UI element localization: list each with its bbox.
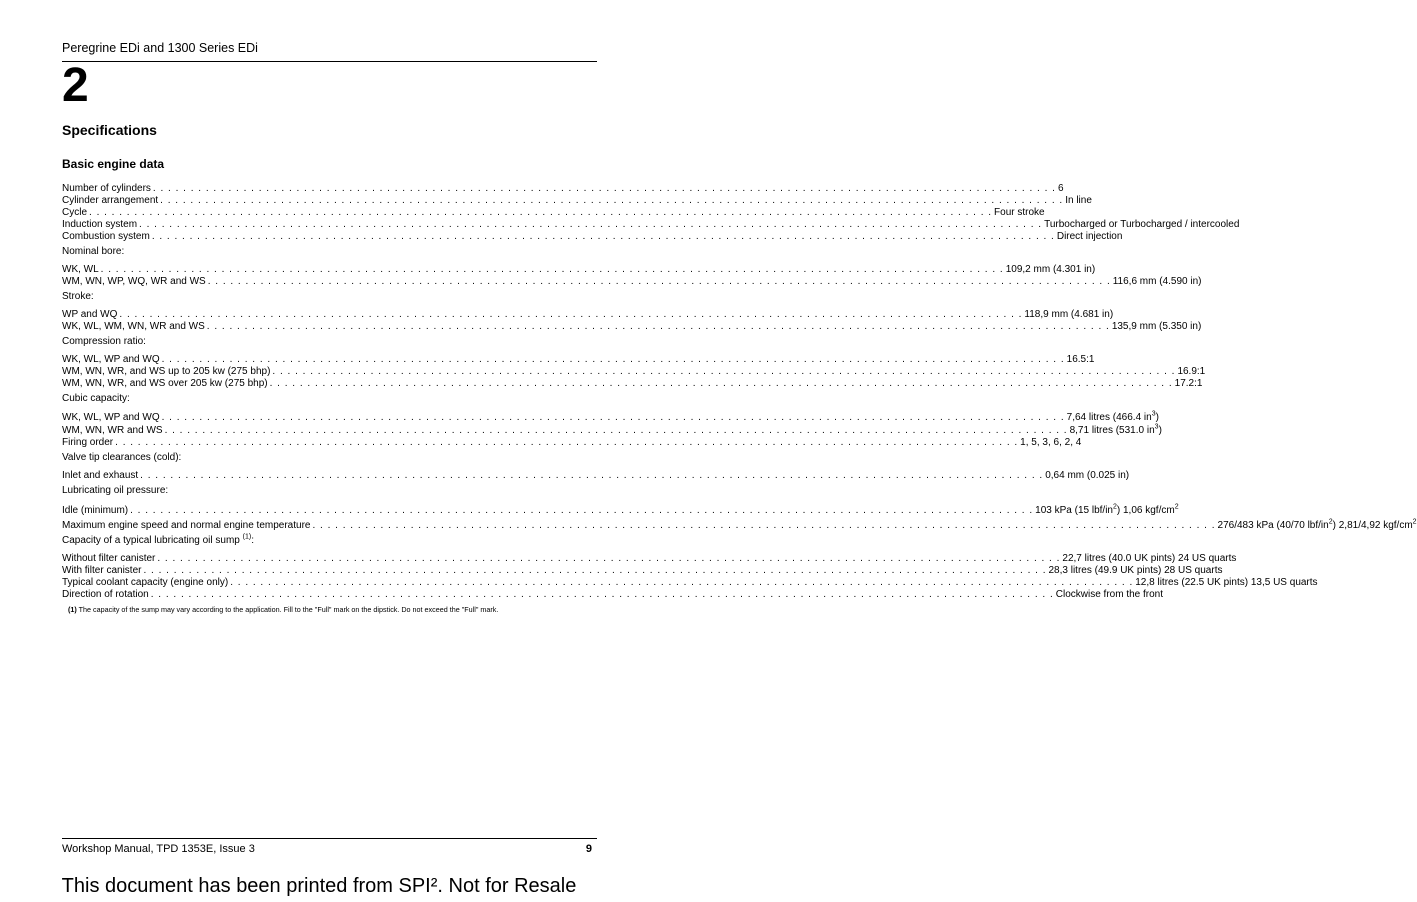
leader-dots: . . . . . . . . . . . . . . . . . . . . . . . . . . . . . . . . . . . . . . . . . . . . . . . . . . . . . . . . . . . . . . . . . . . . . . . . . . . . . . . . . . . . . . . . . . . . . . . . . . . . . . . . . . . . . . . . . . . . . . . . xyxy=(157,553,1061,564)
spec-row xyxy=(62,218,1240,230)
value-text: 276/483 kPa (40/70 lbf/in xyxy=(1217,520,1329,531)
superscript: 2 xyxy=(1412,518,1417,526)
spec-label: WK, WL, WP and WQ xyxy=(62,412,160,423)
footer-manual-info: Workshop Manual, TPD 1353E, Issue 3 xyxy=(62,843,255,855)
spec-value: 135,9 mm (5.350 in) xyxy=(1111,321,1202,332)
subheading-cubic-capacity: Cubic capacity: xyxy=(62,393,130,404)
spec-label: Firing order xyxy=(62,437,114,448)
spec-row xyxy=(62,564,1223,576)
heading-text: Capacity of a typical lubricating oil sump xyxy=(62,535,240,546)
leader-dots: . . . . . . . . . . . . . . . . . . . . . . . . . . . . . . . . . . . . . . . . . . . . . . . . . . . . . . . . . . . . . . . . . . . . . . . . . . . . . . . . . . . . . . . . . . . . . . . . . . . . . . . . . . . . . . . . . . . . . . . . xyxy=(100,264,1004,275)
leader-dots: . . . . . . . . . . . . . . . . . . . . . . . . . . . . . . . . . . . . . . . . . . . . . . . . . . . . . . . . . . . . . . . . . . . . . . . . . . . . . . . . . . . . . . . . . . . . . . . . . . . . . . . . . . . . . . . . . . . . . . . . xyxy=(207,276,1111,287)
spec-label: WM, WN, WR, and WS over 205 kw (275 bhp) xyxy=(62,378,268,389)
leader-dots: . . . . . . . . . . . . . . . . . . . . . . . . . . . . . . . . . . . . . . . . . . . . . . . . . . . . . . . . . . . . . . . . . . . . . . . . . . . . . . . . . . . . . . . . . . . . . . . . . . . . . . . . . . . . . . . . . . . . . . . . xyxy=(272,366,1176,377)
spec-row xyxy=(62,275,1202,287)
spec-label: Idle (minimum) xyxy=(62,505,129,516)
header-rule xyxy=(62,61,597,62)
spec-value: 22,7 litres (40.0 UK pints) 24 US quarts xyxy=(1062,553,1237,564)
spec-label: Cycle xyxy=(62,207,88,218)
spec-row xyxy=(62,469,1130,481)
spec-label: WK, WL xyxy=(62,264,99,275)
page-number: 9 xyxy=(585,843,592,855)
leader-dots: . . . . . . . . . . . . . . . . . . . . . . . . . . . . . . . . . . . . . . . . . . . . . . . . . . . . . . . . . . . . . . . . . . . . . . . . . . . . . . . . . . . . . . . . . . . . . . . . . . . . . . . . . . . . . . . . . . . . . . . . xyxy=(152,183,1056,194)
spec-label: Maximum engine speed and normal engine temperature xyxy=(62,520,311,531)
section-title: Basic engine data xyxy=(62,157,165,171)
superscript: 2 xyxy=(1112,503,1117,511)
spec-value: 28,3 litres (49.9 UK pints) 28 US quarts xyxy=(1048,565,1223,576)
spec-label: Combustion system xyxy=(62,231,150,242)
spec-row xyxy=(62,423,1162,436)
chapter-number: 2 xyxy=(62,59,89,112)
spec-value: In line xyxy=(1065,195,1092,206)
leader-dots: . . . . . . . . . . . . . . . . . . . . . . . . . . . . . . . . . . . . . . . . . . . . . . . . . . . . . . . . . . . . . . . . . . . . . . . . . . . . . . . . . . . . . . . . . . . . . . . . . . . . . . . . . . . . . . . . . . . . . . . . xyxy=(150,589,1054,600)
chapter-title: Specifications xyxy=(62,122,157,138)
spec-value: Four stroke xyxy=(994,207,1045,218)
subheading-stroke: Stroke: xyxy=(62,291,94,302)
spec-value xyxy=(1070,425,1162,436)
spec-label: WK, WL, WP and WQ xyxy=(62,354,160,365)
spec-value: Clockwise from the front xyxy=(1055,589,1164,600)
leader-dots: . . . . . . . . . . . . . . . . . . . . . . . . . . . . . . . . . . . . . . . . . . . . . . . . . . . . . . . . . . . . . . . . . . . . . . . . . . . . . . . . . . . . . . . . . . . . . . . . . . . . . . . . . . . . . . . . . . . . . . . . xyxy=(312,520,1216,531)
leader-dots: . . . . . . . . . . . . . . . . . . . . . . . . . . . . . . . . . . . . . . . . . . . . . . . . . . . . . . . . . . . . . . . . . . . . . . . . . . . . . . . . . . . . . . . . . . . . . . . . . . . . . . . . . . . . . . . . . . . . . . . . xyxy=(130,505,1034,516)
leader-dots: . . . . . . . . . . . . . . . . . . . . . . . . . . . . . . . . . . . . . . . . . . . . . . . . . . . . . . . . . . . . . . . . . . . . . . . . . . . . . . . . . . . . . . . . . . . . . . . . . . . . . . . . . . . . . . . . . . . . . . . . xyxy=(206,321,1110,332)
spec-row xyxy=(62,502,1179,516)
subheading-valve: Valve tip clearances (cold): xyxy=(62,452,182,463)
leader-dots: . . . . . . . . . . . . . . . . . . . . . . . . . . . . . . . . . . . . . . . . . . . . . . . . . . . . . . . . . . . . . . . . . . . . . . . . . . . . . . . . . . . . . . . . . . . . . . . . . . . . . . . . . . . . . . . . . . . . . . . . xyxy=(161,412,1065,423)
spec-row xyxy=(62,353,1095,365)
spec-value xyxy=(1035,505,1178,516)
spec-row xyxy=(62,576,1318,588)
spec-label: WK, WL, WM, WN, WR and WS xyxy=(62,321,205,332)
leader-dots: . . . . . . . . . . . . . . . . . . . . . . . . . . . . . . . . . . . . . . . . . . . . . . . . . . . . . . . . . . . . . . . . . . . . . . . . . . . . . . . . . . . . . . . . . . . . . . . . . . . . . . . . . . . . . . . . . . . . . . . . xyxy=(143,565,1047,576)
spec-value: 17.2:1 xyxy=(1174,378,1203,389)
subheading-compression: Compression ratio: xyxy=(62,336,146,347)
subheading-nominal-bore: Nominal bore: xyxy=(62,246,125,257)
spec-row xyxy=(62,230,1123,242)
leader-dots: . . . . . . . . . . . . . . . . . . . . . . . . . . . . . . . . . . . . . . . . . . . . . . . . . . . . . . . . . . . . . . . . . . . . . . . . . . . . . . . . . . . . . . . . . . . . . . . . . . . . . . . . . . . . . . . . . . . . . . . . xyxy=(164,425,1068,436)
spec-row xyxy=(62,194,1092,206)
leader-dots: . . . . . . . . . . . . . . . . . . . . . . . . . . . . . . . . . . . . . . . . . . . . . . . . . . . . . . . . . . . . . . . . . . . . . . . . . . . . . . . . . . . . . . . . . . . . . . . . . . . . . . . . . . . . . . . . . . . . . . . . xyxy=(119,309,1023,320)
superscript: 2 xyxy=(1328,518,1333,526)
footer-rule xyxy=(62,838,597,839)
leader-dots: . . . . . . . . . . . . . . . . . . . . . . . . . . . . . . . . . . . . . . . . . . . . . . . . . . . . . . . . . . . . . . . . . . . . . . . . . . . . . . . . . . . . . . . . . . . . . . . . . . . . . . . . . . . . . . . . . . . . . . . . xyxy=(230,577,1134,588)
footnote xyxy=(68,605,592,614)
spec-value: 109,2 mm (4.301 in) xyxy=(1005,264,1096,275)
spec-row xyxy=(62,377,1203,389)
spec-row xyxy=(62,182,1064,194)
superscript: 2 xyxy=(1174,503,1179,511)
footnote-ref: (1) xyxy=(242,533,252,541)
spec-label: WM, WN, WP, WQ, WR and WS xyxy=(62,276,206,287)
spec-value: 12,8 litres (22.5 UK pints) 13,5 US quarts xyxy=(1135,577,1318,588)
spec-group-basic xyxy=(62,182,1240,242)
spec-value: 116,6 mm (4.590 in) xyxy=(1112,276,1202,287)
spec-value: 16.5:1 xyxy=(1066,354,1095,365)
leader-dots: . . . . . . . . . . . . . . . . . . . . . . . . . . . . . . . . . . . . . . . . . . . . . . . . . . . . . . . . . . . . . . . . . . . . . . . . . . . . . . . . . . . . . . . . . . . . . . . . . . . . . . . . . . . . . . . . . . . . . . . . xyxy=(115,437,1019,448)
spec-row xyxy=(62,588,1164,600)
watermark: This document has been printed from SPI². Not for Resale xyxy=(61,875,577,897)
footnote-text: The capacity of the sump may vary according to the application. Fill to the "Full" mark on the dipstick. Do not exceed the "Full" mark. xyxy=(78,605,499,614)
spec-value: 6 xyxy=(1057,183,1064,194)
spec-label: WM, WN, WR, and WS up to 205 kw (275 bhp) xyxy=(62,366,271,377)
spec-row xyxy=(62,263,1096,275)
spec-label: Typical coolant capacity (engine only) xyxy=(62,577,229,588)
spec-label: Cylinder arrangement xyxy=(62,195,159,206)
spec-row xyxy=(62,320,1202,332)
spec-row xyxy=(62,516,1417,531)
value-text: 8,71 litres (531.0 in xyxy=(1069,425,1155,436)
subheading-sump xyxy=(62,534,592,547)
spec-row xyxy=(62,436,1082,448)
spec-row xyxy=(62,410,1159,423)
value-text: ) xyxy=(1158,425,1162,436)
value-text: ) 2,81/4,92 kgf/cm xyxy=(1332,520,1413,531)
spec-row xyxy=(62,206,1045,218)
heading-text: : xyxy=(251,535,254,546)
spec-label: WM, WN, WR and WS xyxy=(62,425,163,436)
leader-dots: . . . . . . . . . . . . . . . . . . . . . . . . . . . . . . . . . . . . . . . . . . . . . . . . . . . . . . . . . . . . . . . . . . . . . . . . . . . . . . . . . . . . . . . . . . . . . . . . . . . . . . . . . . . . . . . . . . . . . . . . xyxy=(140,470,1044,481)
spec-value: Turbocharged or Turbocharged / intercooled xyxy=(1044,219,1240,230)
spec-label: Direction of rotation xyxy=(62,589,149,600)
superscript: 3 xyxy=(1154,423,1159,431)
value-text: ) xyxy=(1155,412,1159,423)
spec-value xyxy=(1218,520,1417,531)
footnote-marker: (1) xyxy=(68,605,77,614)
leader-dots: . . . . . . . . . . . . . . . . . . . . . . . . . . . . . . . . . . . . . . . . . . . . . . . . . . . . . . . . . . . . . . . . . . . . . . . . . . . . . . . . . . . . . . . . . . . . . . . . . . . . . . . . . . . . . . . . . . . . . . . . xyxy=(160,195,1064,206)
leader-dots: . . . . . . . . . . . . . . . . . . . . . . . . . . . . . . . . . . . . . . . . . . . . . . . . . . . . . . . . . . . . . . . . . . . . . . . . . . . . . . . . . . . . . . . . . . . . . . . . . . . . . . . . . . . . . . . . . . . . . . . . xyxy=(139,219,1043,230)
spec-label: WP and WQ xyxy=(62,309,118,320)
spec-label: Inlet and exhaust xyxy=(62,470,139,481)
spec-label: With filter canister xyxy=(62,565,142,576)
spec-label: Induction system xyxy=(62,219,138,230)
value-text: 7,64 litres (466.4 in xyxy=(1066,412,1152,423)
leader-dots: . . . . . . . . . . . . . . . . . . . . . . . . . . . . . . . . . . . . . . . . . . . . . . . . . . . . . . . . . . . . . . . . . . . . . . . . . . . . . . . . . . . . . . . . . . . . . . . . . . . . . . . . . . . . . . . . . . . . . . . . xyxy=(151,231,1055,242)
spec-value: 118,9 mm (4.681 in) xyxy=(1024,309,1114,320)
spec-row xyxy=(62,552,1237,564)
spec-label: Without filter canister xyxy=(62,553,156,564)
spec-row xyxy=(62,365,1206,377)
spec-row xyxy=(62,308,1114,320)
leader-dots: . . . . . . . . . . . . . . . . . . . . . . . . . . . . . . . . . . . . . . . . . . . . . . . . . . . . . . . . . . . . . . . . . . . . . . . . . . . . . . . . . . . . . . . . . . . . . . . . . . . . . . . . . . . . . . . . . . . . . . . . xyxy=(161,354,1065,365)
spec-label: Number of cylinders xyxy=(62,183,151,194)
value-text: 103 kPa (15 lbf/in xyxy=(1035,505,1113,516)
running-header: Peregrine EDi and 1300 Series EDi xyxy=(62,41,258,55)
superscript: 3 xyxy=(1151,410,1156,418)
leader-dots: . . . . . . . . . . . . . . . . . . . . . . . . . . . . . . . . . . . . . . . . . . . . . . . . . . . . . . . . . . . . . . . . . . . . . . . . . . . . . . . . . . . . . . . . . . . . . . . . . . . . . . . . . . . . . . . . . . . . . . . . xyxy=(89,207,993,218)
spec-value: Direct injection xyxy=(1056,231,1123,242)
spec-content xyxy=(62,182,1417,614)
subheading-oil-pressure: Lubricating oil pressure: xyxy=(62,485,169,496)
spec-value: 0,64 mm (0.025 in) xyxy=(1045,470,1130,481)
value-text: ) 1,06 kgf/cm xyxy=(1116,505,1175,516)
spec-value xyxy=(1067,412,1159,423)
spec-value: 16.9:1 xyxy=(1177,366,1206,377)
leader-dots: . . . . . . . . . . . . . . . . . . . . . . . . . . . . . . . . . . . . . . . . . . . . . . . . . . . . . . . . . . . . . . . . . . . . . . . . . . . . . . . . . . . . . . . . . . . . . . . . . . . . . . . . . . . . . . . . . . . . . . . . xyxy=(269,378,1173,389)
spec-value: 1, 5, 3, 6, 2, 4 xyxy=(1020,437,1082,448)
